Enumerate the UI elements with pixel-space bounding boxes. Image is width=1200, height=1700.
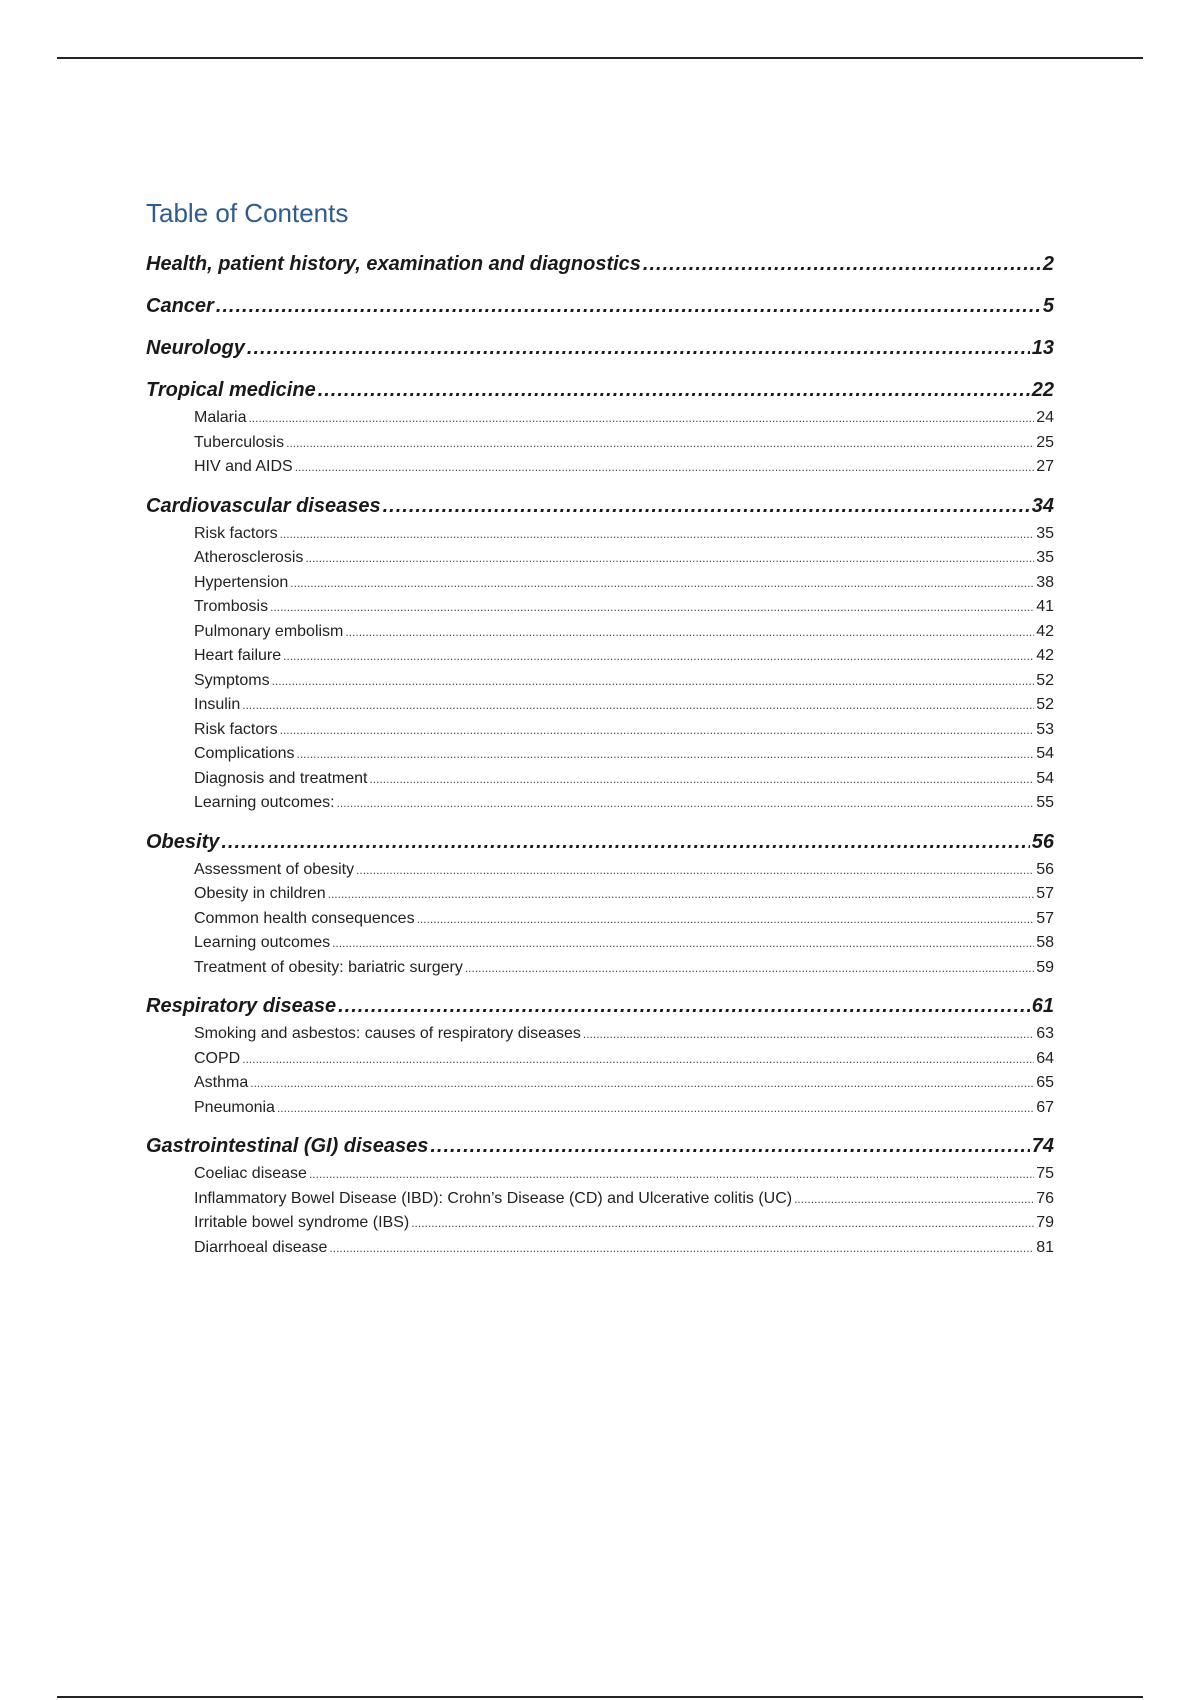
toc-subsection-entry-label: Pneumonia (194, 1098, 275, 1116)
dot-leader (430, 1130, 1029, 1162)
toc-subsection-entry[interactable] (146, 1211, 1054, 1236)
toc-subsection-entry-label: Obesity in children (194, 885, 326, 902)
toc-subsection-entry-page-number: 65 (1036, 1074, 1054, 1091)
toc-subsection-entry-page-number: 24 (1036, 409, 1054, 426)
toc-chapter-entry[interactable] (146, 290, 1054, 322)
toc-chapter-entry[interactable] (146, 332, 1054, 364)
toc-chapter-entry-label: Health, patient history, examination and diagnostics (146, 253, 641, 275)
toc-subsection-entry-page-number: 35 (1036, 524, 1054, 542)
toc-subsection-entry-label: Irritable bowel syndrome (IBS) (194, 1214, 410, 1231)
toc-chapter-entry-page-number: 56 (1031, 830, 1054, 853)
dot-leader (221, 826, 1029, 858)
toc-subsection-entry[interactable] (146, 522, 1054, 547)
table-of-contents (146, 196, 1054, 1260)
toc-subsection-entry-label: Asthma (194, 1074, 249, 1091)
toc-subsection-entry[interactable] (146, 907, 1054, 932)
toc-subsection-entry[interactable] (146, 571, 1054, 596)
toc-subsection-entry-page-number: 56 (1036, 860, 1054, 878)
dot-leader (277, 1096, 1034, 1121)
toc-subsection-entry-page-number: 35 (1036, 549, 1054, 566)
dot-leader (328, 882, 1035, 907)
toc-subsection-entry-page-number: 54 (1036, 745, 1054, 762)
toc-subsection-entry-label: COPD (194, 1049, 241, 1067)
toc-chapter-entry-page-number: 74 (1031, 1135, 1054, 1157)
toc-subsection-entry-page-number: 79 (1036, 1214, 1054, 1231)
dot-leader (338, 990, 1030, 1022)
dot-leader (332, 931, 1034, 956)
toc-subsection-entry-page-number: 81 (1036, 1238, 1054, 1256)
toc-section (146, 290, 1054, 322)
toc-subsection-entry-label: Risk factors (194, 720, 278, 738)
toc-subsection-entry[interactable] (146, 742, 1054, 767)
toc-subsection-entry-label: Coeliac disease (194, 1165, 307, 1182)
toc-subsection-entry-page-number: 63 (1036, 1025, 1054, 1042)
toc-chapter-entry[interactable] (146, 1130, 1054, 1162)
toc-subsection-entry-label: Pulmonary embolism (194, 622, 344, 640)
toc-chapter-entry-label: Gastrointestinal (GI) diseases (146, 1135, 429, 1157)
toc-subsection-entry[interactable] (146, 669, 1054, 694)
dot-leader (250, 1071, 1034, 1096)
dot-leader (247, 332, 1030, 364)
toc-subsection-entry-page-number: 57 (1036, 885, 1054, 902)
toc-subsection-entry[interactable] (146, 858, 1054, 883)
toc-subsection-entry-label: Malaria (194, 409, 247, 426)
dot-leader (272, 669, 1035, 694)
toc-subsection-entry-page-number: 42 (1036, 647, 1054, 664)
toc-section (146, 332, 1054, 364)
toc-subsection-entry-page-number: 25 (1036, 433, 1054, 451)
dot-leader (465, 956, 1034, 981)
toc-subsection-entry-label: Assessment of obesity (194, 860, 355, 878)
toc-subsection-entry[interactable] (146, 956, 1054, 981)
toc-chapter-entry[interactable] (146, 374, 1054, 406)
dot-leader (242, 1047, 1034, 1072)
dot-leader (794, 1187, 1034, 1212)
toc-chapter-entry-label: Cancer (146, 295, 214, 317)
dot-leader (290, 571, 1034, 596)
dot-leader (356, 858, 1034, 883)
dot-leader (248, 406, 1034, 431)
toc-subsection-entry-page-number: 57 (1036, 909, 1054, 927)
toc-subsection-entry-page-number: 41 (1036, 598, 1054, 615)
dot-leader (216, 290, 1041, 322)
toc-subsection-entry-label: Complications (194, 745, 295, 762)
dot-leader (318, 374, 1030, 406)
toc-subsection-entry[interactable] (146, 1096, 1054, 1121)
toc-subsection-entry-label: Treatment of obesity: bariatric surgery (194, 958, 463, 976)
dot-leader (283, 644, 1034, 669)
dot-leader (286, 431, 1034, 456)
toc-subsection-entry-label: Atherosclerosis (194, 549, 304, 566)
toc-chapter-entry[interactable] (146, 990, 1054, 1022)
footer-rule (57, 1696, 1143, 1698)
toc-subsection-entry-label: Symptoms (194, 671, 270, 689)
toc-subsection-entry-label: HIV and AIDS (194, 458, 293, 475)
dot-leader (242, 693, 1034, 718)
dot-leader (270, 595, 1034, 620)
toc-subsection-entry-page-number: 59 (1036, 958, 1054, 976)
toc-subsection-entry[interactable] (146, 693, 1054, 718)
toc-subsection-entry[interactable] (146, 1022, 1054, 1047)
toc-subsection-entry[interactable] (146, 595, 1054, 620)
toc-subsection-entry-label: Tuberculosis (194, 433, 285, 451)
header-rule (57, 57, 1143, 59)
toc-subsection-entry[interactable] (146, 1071, 1054, 1096)
toc-subsection-entry-page-number: 58 (1036, 934, 1054, 951)
toc-chapter-entry-label: Respiratory disease (146, 995, 337, 1017)
toc-subsection-entry-label: Trombosis (194, 598, 269, 615)
dot-leader (411, 1211, 1034, 1236)
toc-chapter-entry-label: Obesity (146, 830, 220, 853)
toc-title: Table of Contents (146, 198, 349, 228)
toc-subsection-entry[interactable] (146, 455, 1054, 480)
toc-subsection-entry-label: Inflammatory Bowel Disease (IBD): Crohn’s Disease (CD) and Ulcerative colitis (UC) (194, 1189, 793, 1207)
toc-section (146, 1130, 1054, 1260)
toc-chapter-entry-label: Cardiovascular diseases (146, 494, 381, 517)
toc-chapter-entry[interactable] (146, 826, 1054, 858)
toc-section (146, 374, 1054, 480)
toc-subsection-entry-page-number: 64 (1036, 1049, 1054, 1067)
toc-chapter-entry-page-number: 22 (1031, 379, 1054, 401)
dot-leader (280, 718, 1035, 743)
toc-section (146, 826, 1054, 981)
dot-leader (417, 907, 1035, 932)
toc-subsection-entry[interactable] (146, 546, 1054, 571)
toc-chapter-entry-label: Neurology (146, 337, 245, 359)
toc-chapter-entry-page-number: 34 (1031, 494, 1054, 517)
toc-section (146, 490, 1054, 816)
toc-subsection-entry-label: Insulin (194, 696, 241, 713)
toc-subsection-entry-page-number: 67 (1036, 1098, 1054, 1116)
toc-subsection-entry-page-number: 27 (1036, 458, 1054, 475)
toc-subsection-entry-label: Common health consequences (194, 909, 415, 927)
toc-subsection-entry[interactable] (146, 620, 1054, 645)
toc-chapter-entry[interactable] (146, 248, 1054, 280)
toc-subsection-entry[interactable] (146, 791, 1054, 816)
toc-subsection-entry[interactable] (146, 1162, 1054, 1187)
dot-leader (643, 248, 1041, 280)
dot-leader (296, 742, 1034, 767)
dot-leader (337, 791, 1035, 816)
dot-leader (305, 546, 1034, 571)
toc-section (146, 990, 1054, 1120)
toc-subsection-entry[interactable] (146, 1047, 1054, 1072)
toc-subsection-entry-page-number: 75 (1036, 1165, 1054, 1182)
toc-section (146, 248, 1054, 280)
dot-leader (309, 1162, 1034, 1187)
toc-subsection-entry[interactable] (146, 431, 1054, 456)
toc-subsection-entry[interactable] (146, 1187, 1054, 1212)
toc-chapter-entry-page-number: 61 (1031, 995, 1054, 1017)
toc-subsection-entry-label: Learning outcomes: (194, 794, 335, 811)
dot-leader (280, 522, 1035, 547)
toc-chapter-entry-label: Tropical medicine (146, 379, 316, 401)
dot-leader (583, 1022, 1034, 1047)
toc-subsection-entry[interactable] (146, 644, 1054, 669)
toc-subsection-entry-page-number: 55 (1036, 794, 1054, 811)
toc-subsection-entry-label: Smoking and asbestos: causes of respiratory diseases (194, 1025, 581, 1042)
toc-list (146, 248, 1054, 1260)
toc-subsection-entry-label: Diarrhoeal disease (194, 1238, 328, 1256)
toc-subsection-entry[interactable] (146, 1236, 1054, 1261)
dot-leader (329, 1236, 1034, 1261)
toc-chapter-entry[interactable] (146, 490, 1054, 522)
toc-subsection-entry[interactable] (146, 767, 1054, 792)
dot-leader (345, 620, 1034, 645)
toc-subsection-entry-page-number: 54 (1036, 769, 1054, 787)
toc-subsection-entry-page-number: 53 (1036, 720, 1054, 738)
toc-subsection-entry[interactable] (146, 931, 1054, 956)
dot-leader (383, 490, 1030, 522)
toc-subsection-entry[interactable] (146, 718, 1054, 743)
toc-subsection-entry[interactable] (146, 406, 1054, 431)
toc-chapter-entry-page-number: 2 (1042, 253, 1054, 275)
toc-subsection-entry-label: Learning outcomes (194, 934, 331, 951)
toc-subsection-entry-label: Diagnosis and treatment (194, 769, 368, 787)
dot-leader (295, 455, 1034, 480)
toc-subsection-entry-label: Risk factors (194, 524, 278, 542)
toc-subsection-entry-page-number: 76 (1036, 1189, 1054, 1207)
toc-chapter-entry-page-number: 5 (1042, 295, 1054, 317)
toc-subsection-entry-label: Heart failure (194, 647, 282, 664)
toc-subsection-entry-page-number: 52 (1036, 671, 1054, 689)
toc-subsection-entry-page-number: 38 (1036, 573, 1054, 591)
toc-subsection-entry-page-number: 42 (1036, 622, 1054, 640)
toc-chapter-entry-page-number: 13 (1031, 337, 1054, 359)
dot-leader (369, 767, 1034, 792)
toc-subsection-entry-page-number: 52 (1036, 696, 1054, 713)
toc-subsection-entry[interactable] (146, 882, 1054, 907)
toc-subsection-entry-label: Hypertension (194, 573, 289, 591)
